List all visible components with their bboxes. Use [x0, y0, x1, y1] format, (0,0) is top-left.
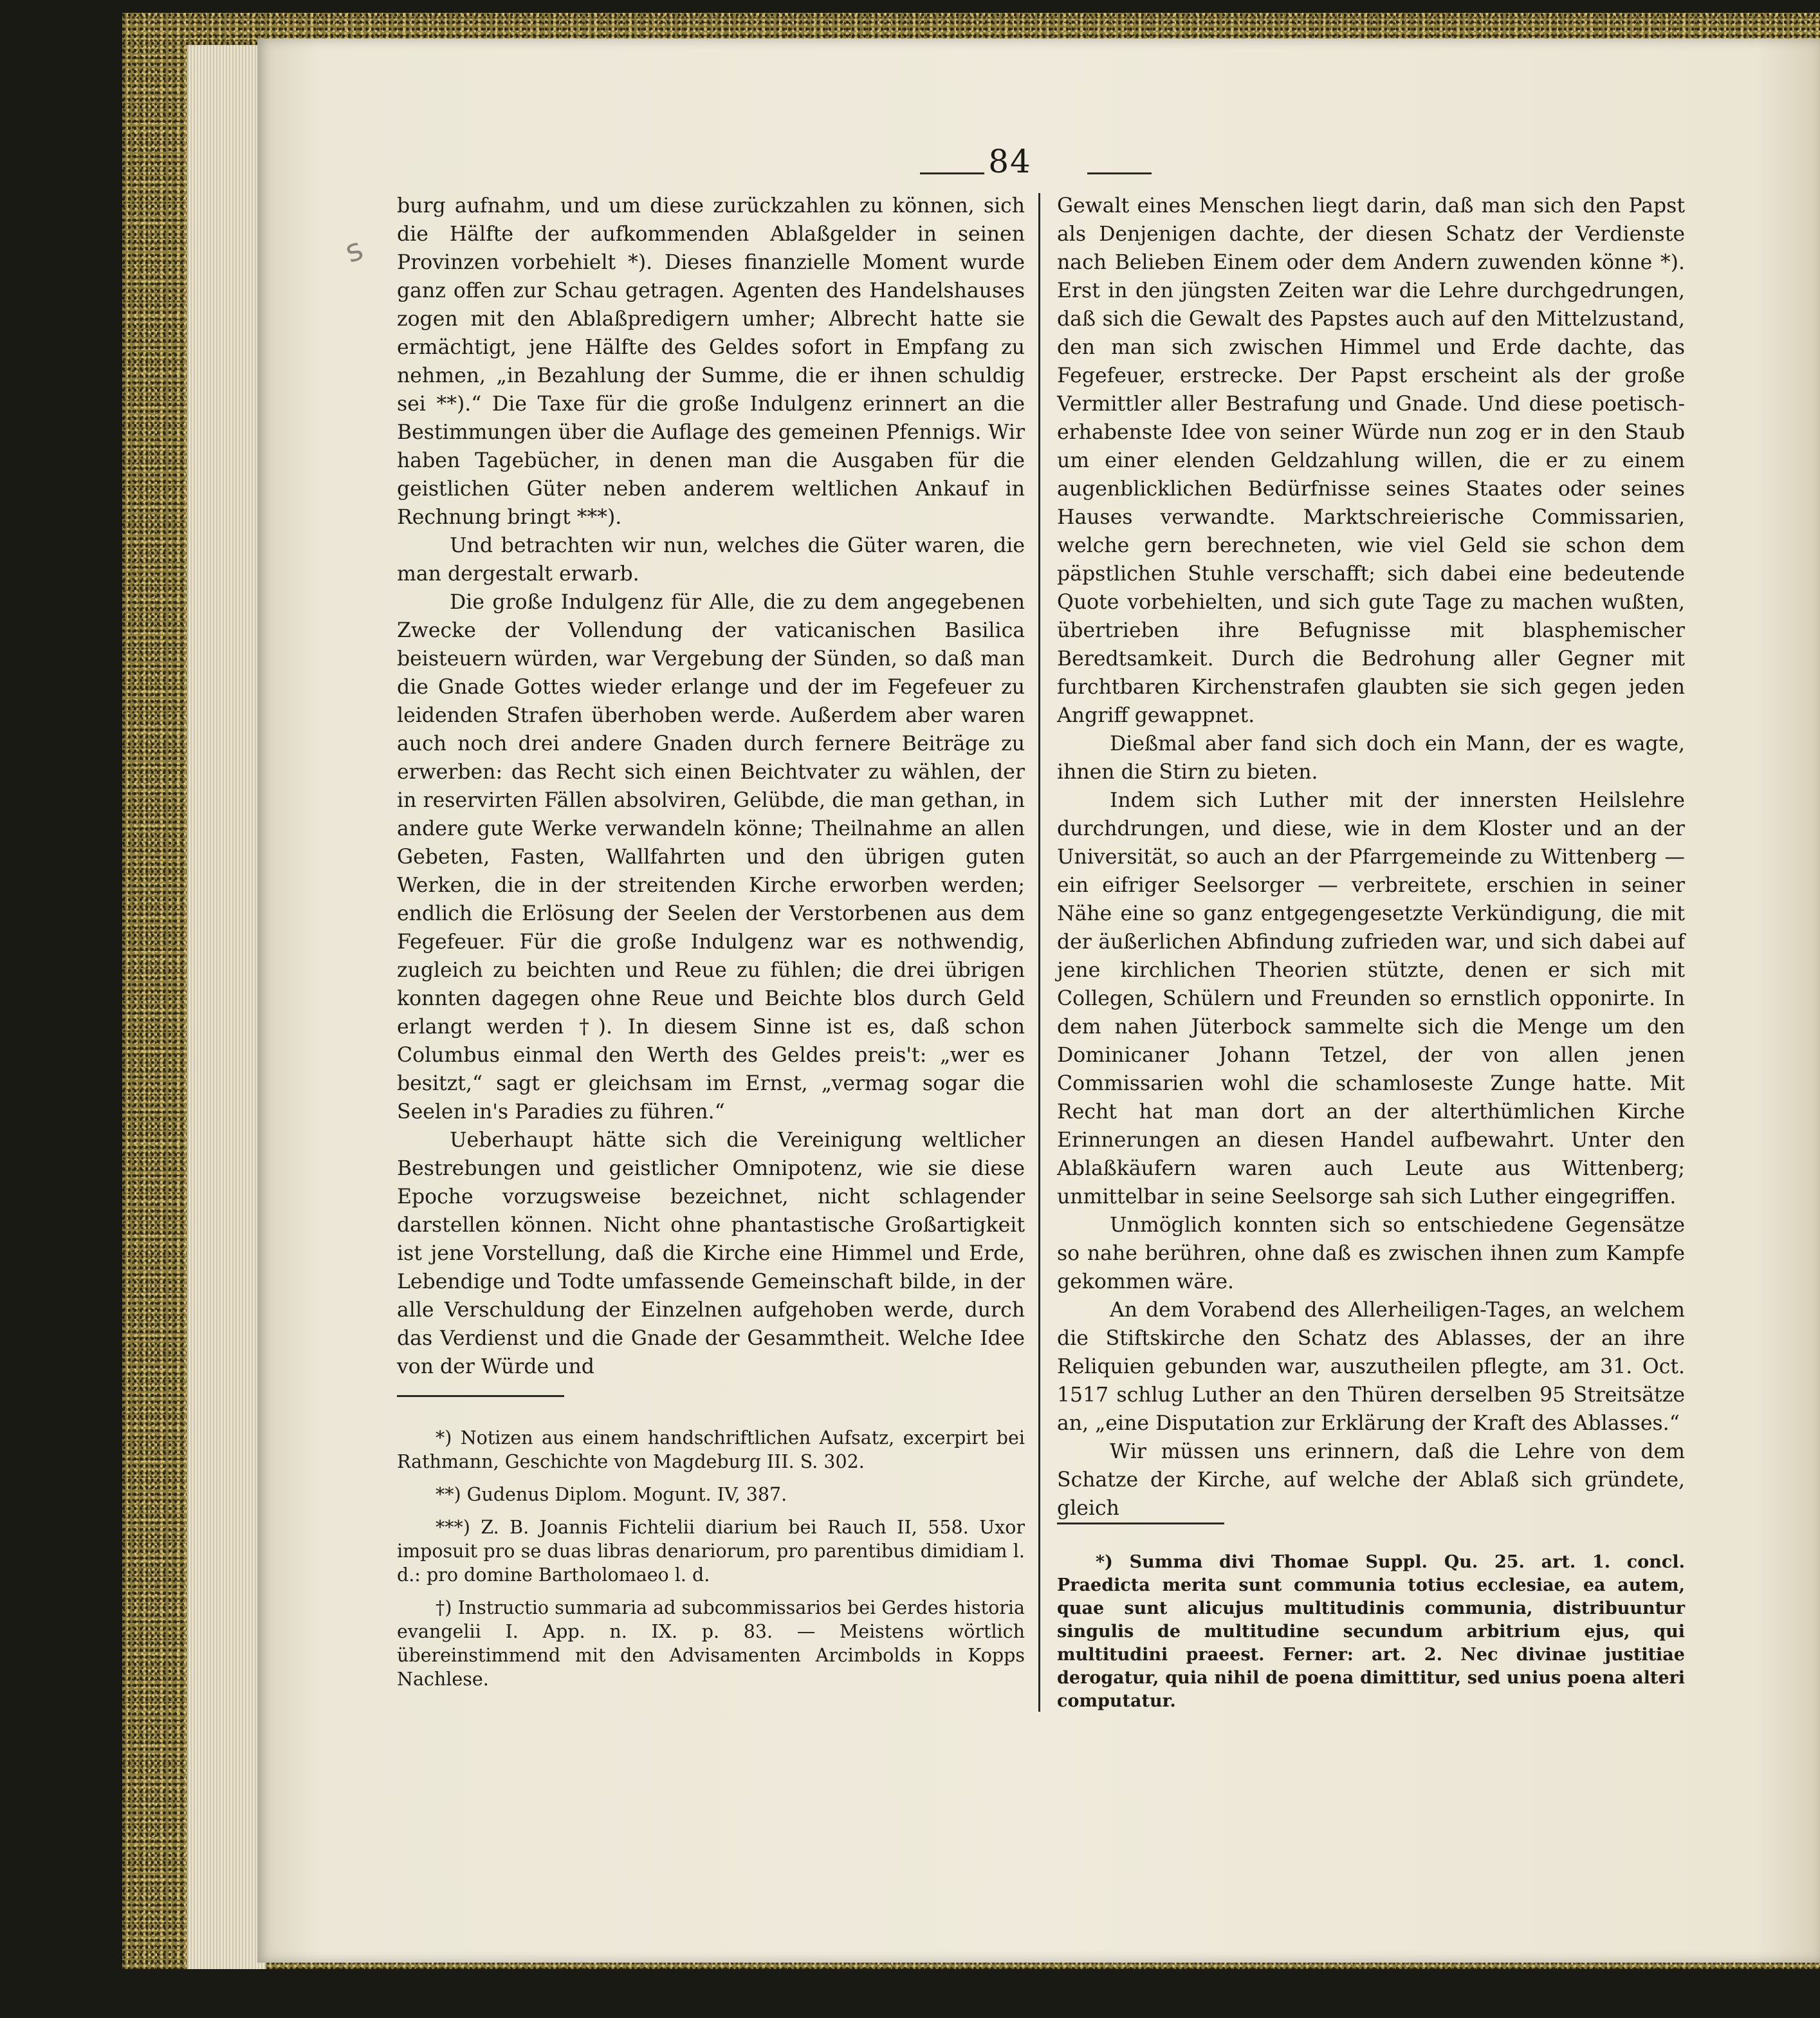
right-footnotes	[1057, 1551, 1685, 1713]
footnote: **) Gudenus Diplom. Mogunt. IV, 387.	[436, 1484, 787, 1505]
footnote: *) Notizen aus einem handschriftlichen Aufsatz, excerpirt bei Rathmann, Geschichte von Magdeburg III. S. 302.	[397, 1427, 1025, 1472]
left-paragraph: Und betrachten wir nun, welches die Güter waren, die man dergestalt erwarb.	[397, 534, 1025, 586]
right-paragraph: Gewalt eines Menschen liegt darin, daß man sich den Papst als Denjenigen dachte, der diesen Schatz der Verdienste nach Belieben Einem oder dem Andern zuwenden könne *). Erst in den jüngsten Zeiten war die Lehre durchgedrungen, daß sich die Gewalt des Papstes auch auf den Mittelzustand, den man sich zwischen Himmel und Erde dachte, das Fegefeuer, erstrecke. Der Papst erscheint als der große Vermittler aller Bestrafung und Gnade. Und diese poetisch-erhabenste Idee von seiner Würde nun zog er in den Staub um einer elenden Geldzahlung willen, die er zu einem augenblicklichen Bedürfnisse seines Staates oder seines Hauses verwandte. Marktschreierische Commissarien, welche gern berechneten, wie viel Geld sie schon dem päpstlichen Stuhle verschafft; sich dabei eine bedeutende Quote vorbehielten, und sich gute Tage zu machen wußten, übertrieben ihre Befugnisse mit blasphemischer Beredtsamkeit. Durch die Bedrohung aller Gegner mit furchtbaren Kirchenstrafen glaubten sie sich gegen jeden Angriff gewappnet.	[1057, 194, 1685, 727]
footnote: ***) Z. B. Joannis Fichtelii diarium bei Rauch II, 558. Uxor imposuit pro se duas libras denariorum, pro parentibus dimidiam l. d.: pro domine Bartholomaeo l. d.	[397, 1517, 1025, 1586]
right-paragraph: An dem Vorabend des Allerheiligen-Tages, an welchem die Stiftskirche den Schatz des Ablasses, der an ihre Reliquien gebunden war, auszutheilen pflegte, am 31. Oct. 1517 schlug Luther an den Thüren derselben 95 Streitsätze an, „eine Disputation zur Erklärung der Kraft des Ablasses.“	[1057, 1299, 1685, 1435]
page-edges	[187, 45, 266, 1969]
right-column	[1057, 192, 1685, 1523]
left-paragraph: burg aufnahm, und um diese zurückzahlen zu können, sich die Hälfte der aufkommenden Ablaßgelder in seinen Provinzen vorbehielt *). Dieses finanzielle Moment wurde ganz offen zur Schau getragen. Agenten des Handelshauses zogen mit den Ablaßpredigern umher; Albrecht hatte sie ermächtigt, jene Hälfte des Geldes sofort in Empfang zu nehmen, „in Bezahlung der Summe, die er ihnen schuldig sei **).“ Die Taxe für die große Indulgenz erinnert an die Bestimmungen über die Auflage des gemeinen Pfennigs. Wir haben Tagebücher, in denen man die Ausgaben für die geistlichen Güter neben anderem weltlichen Ankauf in Rechnung bringt ***).	[397, 194, 1025, 529]
right-paragraph: Unmöglich konnten sich so entschiedene Gegensätze so nahe berühren, ohne daß es zwischen ihnen zum Kampfe gekommen wäre.	[1057, 1214, 1685, 1293]
right-paragraph: Wir müssen uns erinnern, daß die Lehre von dem Schatze der Kirche, auf welche der Ablaß sich gründete, gleich	[1057, 1440, 1685, 1520]
footnote-rule-left	[397, 1395, 564, 1397]
left-footnotes	[397, 1426, 1025, 1700]
right-paragraph: Dießmal aber fand sich doch ein Mann, der es wagte, ihnen die Stirn zu bieten.	[1057, 732, 1685, 784]
page-number-rule-right	[1087, 172, 1152, 174]
left-paragraph: Ueberhaupt hätte sich die Vereinigung weltlicher Bestrebungen und geistlicher Omnipotenz, wie sie diese Epoche vorzugsweise bezeichnet, nicht schlagender darstellen können. Nicht ohne phantastische Großartigkeit ist jene Vorstellung, daß die Kirche eine Himmel und Erde, Lebendige und Todte umfassende Gemeinschaft bilde, in der alle Verschuldung der Einzelnen aufgehoben werde, durch das Verdienst und die Gnade der Gesammtheit. Welche Idee von der Würde und	[397, 1129, 1025, 1378]
right-paragraph: Indem sich Luther mit der innersten Heilslehre durchdrungen, und diese, wie in dem Kloster und an der Universität, so auch an der Pfarrgemeinde zu Wittenberg — ein eifriger Seelsorger — verbreitete, erschien in seiner Nähe eine so ganz entgegengesetzte Verkündigung, die mit der äußerlichen Abfindung zufrieden war, und sich dabei auf jene kirchlichen Theorien stützte, denen er sich mit Collegen, Schülern und Freunden so ernstlich opponirte. In dem nahen Jüterbock sammelte sich die Menge um den Dominicaner Johann Tetzel, der von allen jenen Commissarien wohl die schamloseste Zunge hatte. Mit Recht hat man dort an der alterthümlichen Kirche Erinnerungen an diesen Handel aufbewahrt. Unter den Ablaßkäufern waren auch Leute aus Wittenberg; unmittelbar in seine Seelsorge sah sich Luther eingegriffen.	[1057, 789, 1685, 1208]
page-number: 84	[988, 143, 1032, 180]
column-divider	[1038, 193, 1040, 1712]
left-column	[397, 192, 1025, 1381]
footnote-rule-right	[1057, 1523, 1224, 1524]
left-paragraph: Die große Indulgenz für Alle, die zu dem angegebenen Zwecke der Vollendung der vaticanischen Basilica beisteuern würden, war Vergebung der Sünden, so daß man die Gnade Gottes wieder erlange und der im Fegefeuer zu leidenden Strafen überhoben werde. Außerdem aber waren auch noch drei andere Gnaden durch fernere Beiträge zu erwerben: das Recht sich einen Beichtvater zu wählen, der in reservirten Fällen absolviren, Gelübde, die man gethan, in andere gute Werke verwandeln könne; Theilnahme an allen Gebeten, Fasten, Wallfahrten und den übrigen guten Werken, die in der streitenden Kirche erworben werden; endlich die Erlösung der Seelen der Verstorbenen aus dem Fegefeuer. Für die große Indulgenz war es nothwendig, zugleich zu beichten und Reue zu fühlen; die drei übrigen konnten dagegen ohne Reue und Beichte blos durch Geld erlangt werden †). In diesem Sinne ist es, daß schon Columbus einmal den Werth des Geldes preis't: „wer es besitzt,“ sagt er gleichsam im Ernst, „vermag sogar die Seelen in's Paradies zu führen.“	[397, 591, 1025, 1124]
footnote: *) Summa divi Thomae Suppl. Qu. 25. art. 1. concl. Praedicta merita sunt communia totius ecclesiae, ea autem, quae sunt alicujus multitudinis communia, distribuuntur singulis de multitudine secundum arbitrium ejus, qui multitudini praeest. Ferner: art. 2. Nec divinae justitiae derogatur, quia nihil de poena dimittitur, sed unius poena alteri computatur.	[1057, 1552, 1685, 1711]
margin-pencil-mark: s	[340, 230, 368, 270]
footnote: †) Instructio summaria ad subcommissarios bei Gerdes historia evangelii I. App. n. IX. p. 83. — Meistens wörtlich übereinstimmend mit den Advisamenten Arcimbolds in Kopps Nachlese.	[397, 1597, 1025, 1690]
